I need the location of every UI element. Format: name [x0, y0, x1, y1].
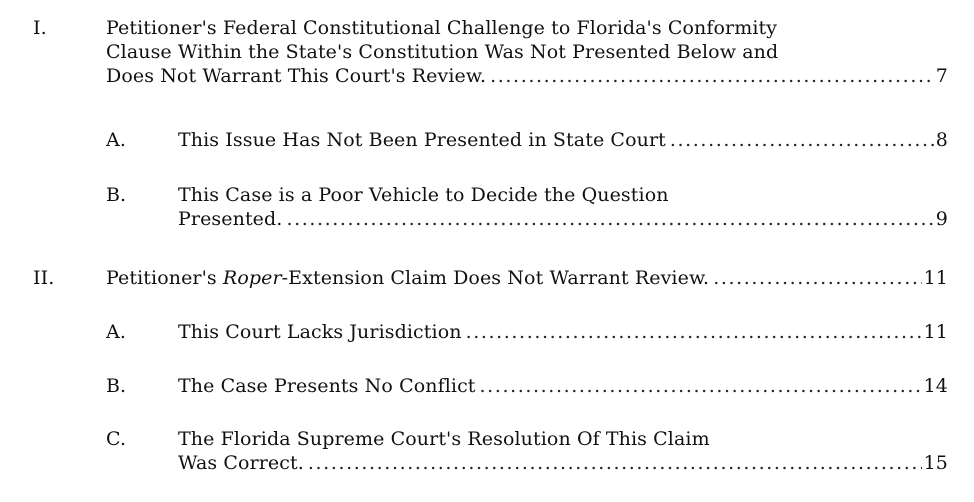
toc-entry-number: B. [106, 375, 127, 397]
toc-entry-number: B. [106, 184, 127, 206]
toc-entry-title-rest: -Extension Claim Does Not Warrant Review. [281, 267, 710, 289]
toc-entry-last-line [178, 128, 948, 152]
toc-entry-title [178, 374, 948, 398]
toc-entry-i-a [0, 128, 974, 154]
toc-entry-title [106, 16, 948, 88]
toc-page-number: 7 [935, 65, 948, 87]
toc-entry-last-line [106, 64, 948, 88]
toc-page-number: 11 [923, 321, 948, 343]
toc-entry-title-line: Presented. [178, 208, 283, 230]
toc-entry-title-line: Was Correct. [178, 452, 304, 474]
toc-page-number: 9 [935, 208, 948, 230]
toc-entry-title-line: This Court Lacks Jurisdiction [178, 321, 462, 343]
toc-entry-number: A. [106, 321, 126, 343]
toc-entry-i [0, 16, 974, 96]
toc-entry-last-line [178, 451, 948, 475]
toc-entry-number: A. [106, 129, 126, 151]
toc-entry-title [178, 128, 948, 152]
dot-leader [466, 320, 922, 344]
toc-entry-title-line: The Florida Supreme Court's Resolution Of This Claim [178, 428, 710, 450]
toc-entry-title [178, 183, 948, 231]
toc-entry-title-prefix: Petitioner's [106, 267, 223, 289]
toc-entry-last-line [106, 266, 948, 290]
toc-entry-ii [0, 266, 974, 292]
dot-leader [490, 64, 934, 88]
dot-leader [480, 374, 922, 398]
toc-page-number: 15 [923, 452, 948, 474]
toc-entry-number: I. [33, 17, 47, 39]
toc-page-number: 11 [923, 267, 948, 289]
toc-entry-ii-c [0, 427, 974, 479]
toc-page-number: 14 [923, 375, 948, 397]
toc-entry-ii-a [0, 320, 974, 346]
dot-leader [713, 266, 921, 290]
toc-entry-title [178, 320, 948, 344]
toc-entry-title-line: This Case is a Poor Vehicle to Decide the Question [178, 184, 669, 206]
toc-entry-i-b [0, 183, 974, 235]
toc-entry-title-line [106, 266, 709, 290]
dot-leader [308, 451, 922, 475]
toc-entry-title [106, 266, 948, 290]
toc-entry-title-line: Petitioner's Federal Constitutional Challenge to Florida's Conformity [106, 17, 778, 39]
toc-entry-title-line: The Case Presents No Conflict [178, 375, 476, 397]
toc-entry-title [178, 427, 948, 475]
toc-entry-last-line [178, 207, 948, 231]
toc-entry-title-line: Does Not Warrant This Court's Review. [106, 65, 487, 87]
toc-entry-title-line: Clause Within the State's Constitution Was Not Presented Below and [106, 41, 779, 63]
toc-entry-last-line [178, 320, 948, 344]
toc-entry-ii-b [0, 374, 974, 400]
toc-entry-number: C. [106, 428, 127, 450]
dot-leader [286, 207, 933, 231]
toc-page-number: 8 [935, 129, 948, 151]
toc-entry-last-line [178, 374, 948, 398]
dot-leader [670, 128, 934, 152]
toc-entry-title-line: This Issue Has Not Been Presented in State Court [178, 129, 666, 151]
case-name-italic: Roper [222, 267, 282, 289]
toc-entry-number: II. [33, 267, 55, 289]
